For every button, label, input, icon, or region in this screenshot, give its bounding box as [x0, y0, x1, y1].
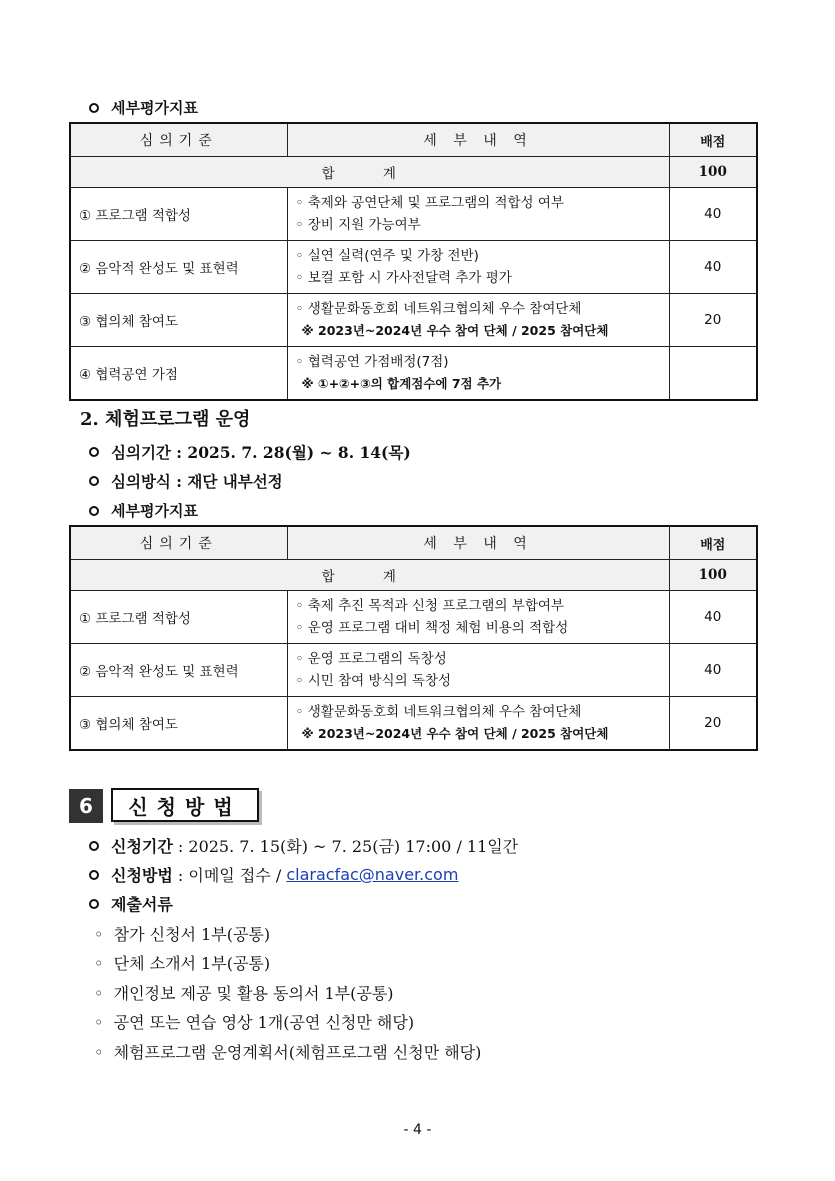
header-score: 배점 — [669, 526, 757, 560]
list-item: ◦ 개인정보 제공 및 활용 동의서 1부(공통) — [94, 984, 394, 1003]
documents-heading: 제출서류 — [89, 892, 173, 915]
application-period: 신청기간 : 2025. 7. 15(화) ~ 7. 25(금) 17:00 / 11일간 — [89, 834, 518, 857]
section2-title: 2. 체험프로그램 운영 — [80, 409, 251, 430]
table-row: ① 프로그램 적합성 ◦ 축제와 공연단체 및 프로그램의 적합성 여부 ◦ 장비 지원 가능여부 40 — [70, 188, 757, 241]
header-criterion: 심의기준 — [70, 526, 287, 560]
list-item: ◦ 참가 신청서 1부(공통) — [94, 925, 271, 944]
table-row: ③ 협의체 참여도 ◦ 생활문화동호회 네트워크협의체 우수 참여단체 ※ 2023년~2024년 우수 참여 단체 / 2025 참여단체 20 — [70, 294, 757, 347]
header-criterion: 심의기준 — [70, 123, 287, 157]
total-label: 합 계 — [70, 157, 669, 188]
header-details: 세 부 내 역 — [287, 526, 669, 560]
list-item: ◦ 체험프로그램 운영계획서(체험프로그램 신청만 해당) — [94, 1043, 482, 1062]
eval-table-2 — [69, 525, 758, 751]
eval-heading-2: 세부평가지표 — [89, 500, 198, 521]
section-number-badge: 6 — [69, 789, 103, 823]
application-method: 신청방법 : 이메일 접수 / claracfac@naver.com — [89, 863, 458, 886]
table-row: ② 음악적 완성도 및 표현력 ◦ 실연 실력(연주 및 가창 전반) ◦ 보컬 포함 시 가사전달력 추가 평가 40 — [70, 241, 757, 294]
list-item: ◦ 단체 소개서 1부(공통) — [94, 954, 271, 973]
circle-bullet-icon — [89, 103, 99, 113]
review-period: 심의기간 : 2025. 7. 28(월) ~ 8. 14(목) — [89, 441, 411, 463]
table-row: ② 음악적 완성도 및 표현력 ◦ 운영 프로그램의 독창성 ◦ 시민 참여 방식의 독창성 40 — [70, 644, 757, 697]
list-item: ◦ 공연 또는 연습 영상 1개(공연 신청만 해당) — [94, 1013, 415, 1032]
page-number: - 4 - — [403, 1122, 432, 1138]
circle-bullet-icon — [89, 870, 99, 880]
eval-heading-1: 세부평가지표 — [89, 97, 198, 118]
table-row: ③ 협의체 참여도 ◦ 생활문화동호회 네트워크협의체 우수 참여단체 ※ 2023년~2024년 우수 참여 단체 / 2025 참여단체 20 — [70, 697, 757, 751]
total-score: 100 — [669, 560, 757, 591]
circle-bullet-icon — [89, 476, 99, 486]
table-row: ④ 협력공연 가점 ◦ 협력공연 가점배정(7점) ※ ①+②+③의 합계점수에 7점 추가 — [70, 347, 757, 401]
circle-bullet-icon — [89, 899, 99, 909]
circle-bullet-icon — [89, 447, 99, 457]
header-score: 배점 — [669, 123, 757, 157]
section6-title: 신청방법 — [111, 788, 259, 822]
total-score: 100 — [669, 157, 757, 188]
eval-table-1 — [69, 122, 758, 401]
total-label: 합 계 — [70, 560, 669, 591]
circle-bullet-icon — [89, 506, 99, 516]
circle-bullet-icon — [89, 841, 99, 851]
header-details: 세 부 내 역 — [287, 123, 669, 157]
table-row: ① 프로그램 적합성 ◦ 축제 추진 목적과 신청 프로그램의 부합여부 ◦ 운영 프로그램 대비 책정 체험 비용의 적합성 40 — [70, 591, 757, 644]
email-link[interactable]: claracfac@naver.com — [286, 865, 459, 884]
review-method: 심의방식 : 재단 내부선정 — [89, 470, 283, 492]
